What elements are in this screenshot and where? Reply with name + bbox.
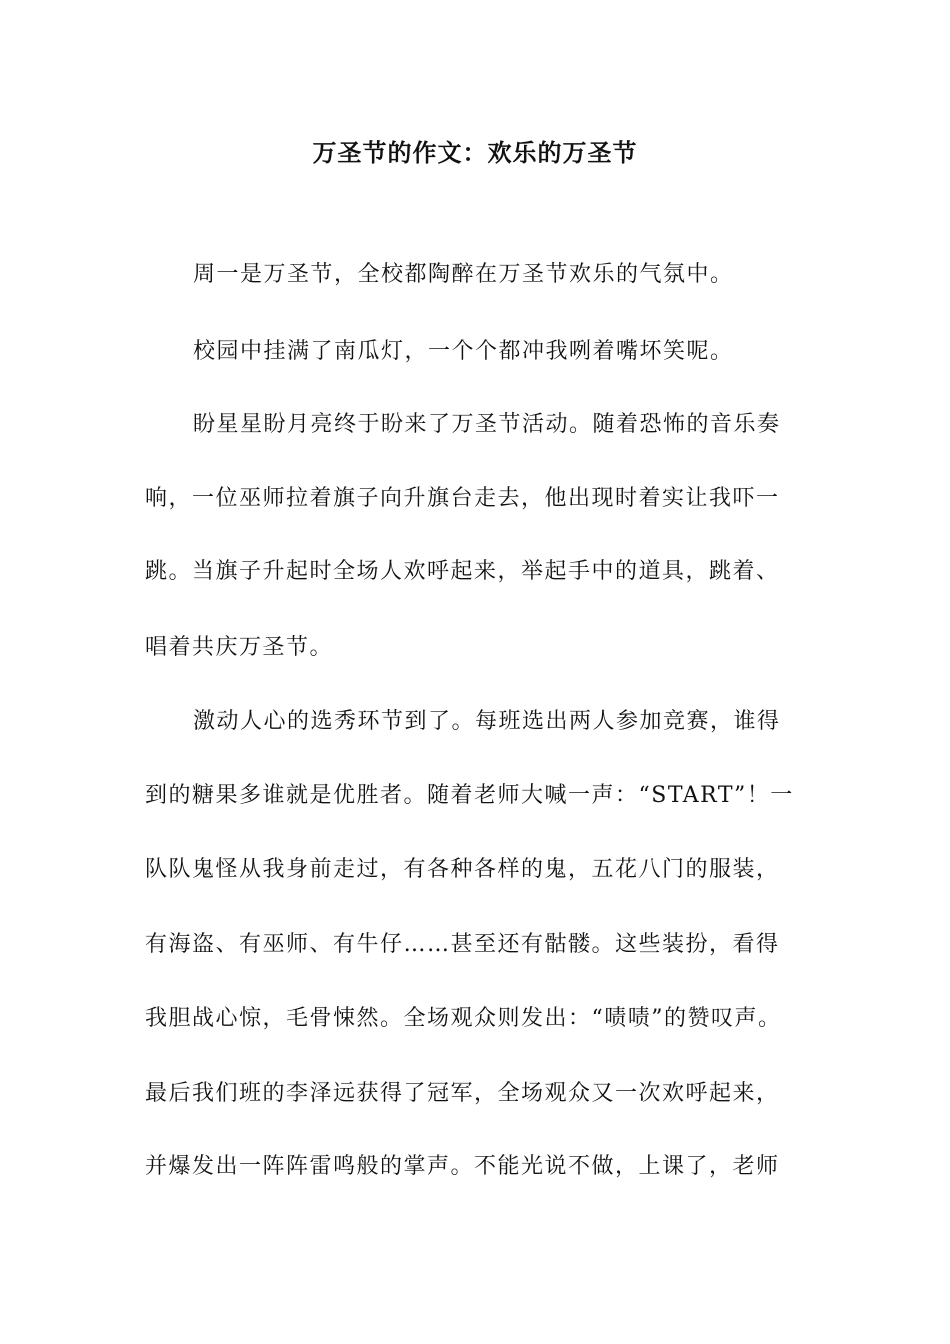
paragraph-line: 最后我们班的李泽远获得了冠军，全场观众又一次欢呼起来， xyxy=(145,1081,780,1106)
paragraph-line: 校园中挂满了南瓜灯，一个个都冲我咧着嘴坏笑呢。 xyxy=(193,339,734,364)
paragraph-line: 有海盗、有巫师、有牛仔……甚至还有骷髅。这些装扮，看得 xyxy=(145,932,780,957)
paragraph-line: 我胆战心惊，毛骨悚然。全场观众则发出：“啧啧”的赞叹声。 xyxy=(145,1006,782,1031)
paragraph-line: 周一是万圣节，全校都陶醉在万圣节欢乐的气氛中。 xyxy=(193,262,734,287)
paragraph-line: 队队鬼怪从我身前走过，有各种各样的鬼，五花八门的服装， xyxy=(145,857,780,882)
paragraph-line: 唱着共庆万圣节。 xyxy=(145,635,334,660)
document-title: 万圣节的作文：欢乐的万圣节 xyxy=(312,139,638,167)
paragraph-line: 盼星星盼月亮终于盼来了万圣节活动。随着恐怖的音乐奏 xyxy=(193,412,781,437)
paragraph-line: 激动人心的选秀环节到了。每班选出两人参加竞赛，谁得 xyxy=(193,709,781,734)
paragraph-line: 跳。当旗子升起时全场人欢呼起来，举起手中的道具，跳着、 xyxy=(145,559,780,584)
paragraph-line: 并爆发出一阵阵雷鸣般的掌声。不能光说不做，上课了，老师 xyxy=(145,1154,780,1179)
paragraph-line: 响，一位巫师拉着旗子向升旗台走去，他出现时着实让我吓一 xyxy=(145,486,780,511)
paragraph-line: 到的糖果多谁就是优胜者。随着老师大喊一声：“START”！一 xyxy=(145,783,794,808)
